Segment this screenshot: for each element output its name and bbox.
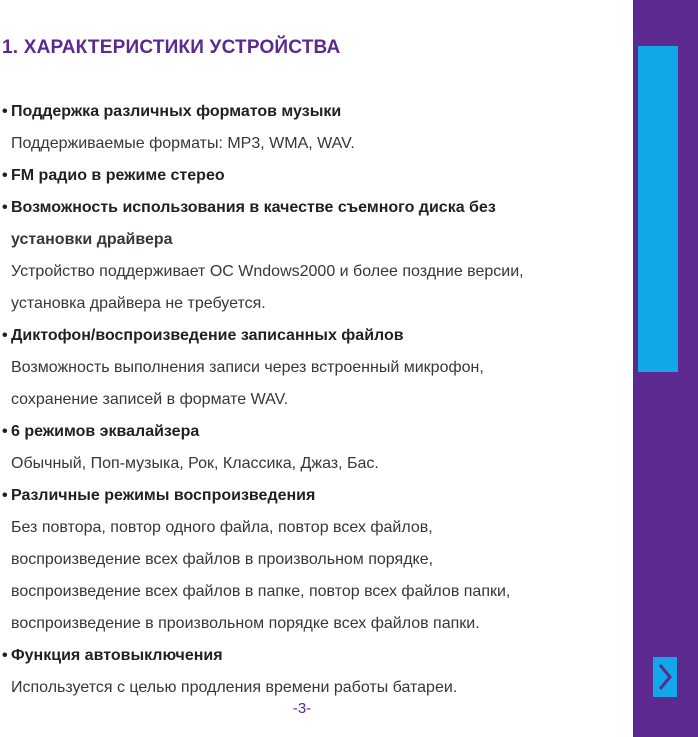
page-title: 1. ХАРАКТЕРИСТИКИ УСТРОЙСТВА — [2, 37, 341, 58]
feature-description: Обычный, Поп-музыка, Рок, Классика, Джаз, Бас. — [11, 455, 379, 472]
feature-list — [2, 96, 622, 704]
feature-heading: • 6 режимов эквалайзера — [2, 416, 622, 448]
feature-heading: • Функция автовыключения — [2, 640, 622, 672]
feature-heading: • Различные режимы воспроизведения — [2, 480, 622, 512]
feature-description: Без повтора, повтор одного файла, повтор всех файлов, — [11, 519, 433, 536]
feature-heading: • FM радио в режиме стерео — [2, 160, 622, 192]
feature-heading: • Поддержка различных форматов музыки — [2, 96, 622, 128]
next-page-button[interactable] — [653, 657, 677, 697]
page-number: -3- — [292, 700, 312, 717]
feature-description: Возможность выполнения записи через встроенный микрофон, — [11, 359, 484, 376]
feature-heading: • Диктофон/воспроизведение записанных файлов — [2, 320, 622, 352]
feature-description: Поддерживаемые форматы: MP3, WMA, WAV. — [11, 135, 355, 152]
feature-description: установка драйвера не требуется. — [11, 295, 266, 312]
feature-description: Устройство поддерживает ОС Wndows2000 и более поздние версии, — [11, 263, 524, 280]
section-tab[interactable] — [638, 46, 678, 372]
bullet: • — [2, 487, 8, 504]
chevron-right-icon — [657, 662, 673, 692]
feature-description: сохранение записей в формате WAV. — [11, 391, 289, 408]
bullet: • — [2, 199, 8, 216]
feature-description: воспроизведение всех файлов в папке, повтор всех файлов папки, — [11, 583, 511, 600]
feature-heading: • Возможность использования в качестве съемного диска без — [2, 192, 622, 224]
feature-description: Используется с целью продления времени работы батареи. — [11, 679, 458, 696]
bullet: • — [2, 423, 8, 440]
bullet: • — [2, 647, 8, 664]
bullet: • — [2, 167, 8, 184]
bullet: • — [2, 103, 8, 120]
feature-description: воспроизведение в произвольном порядке всех файлов папки. — [11, 615, 480, 632]
feature-description: воспроизведение всех файлов в произвольном порядке, — [11, 551, 434, 568]
bullet: • — [2, 327, 8, 344]
feature-heading-continuation: установки драйвера — [11, 231, 173, 248]
